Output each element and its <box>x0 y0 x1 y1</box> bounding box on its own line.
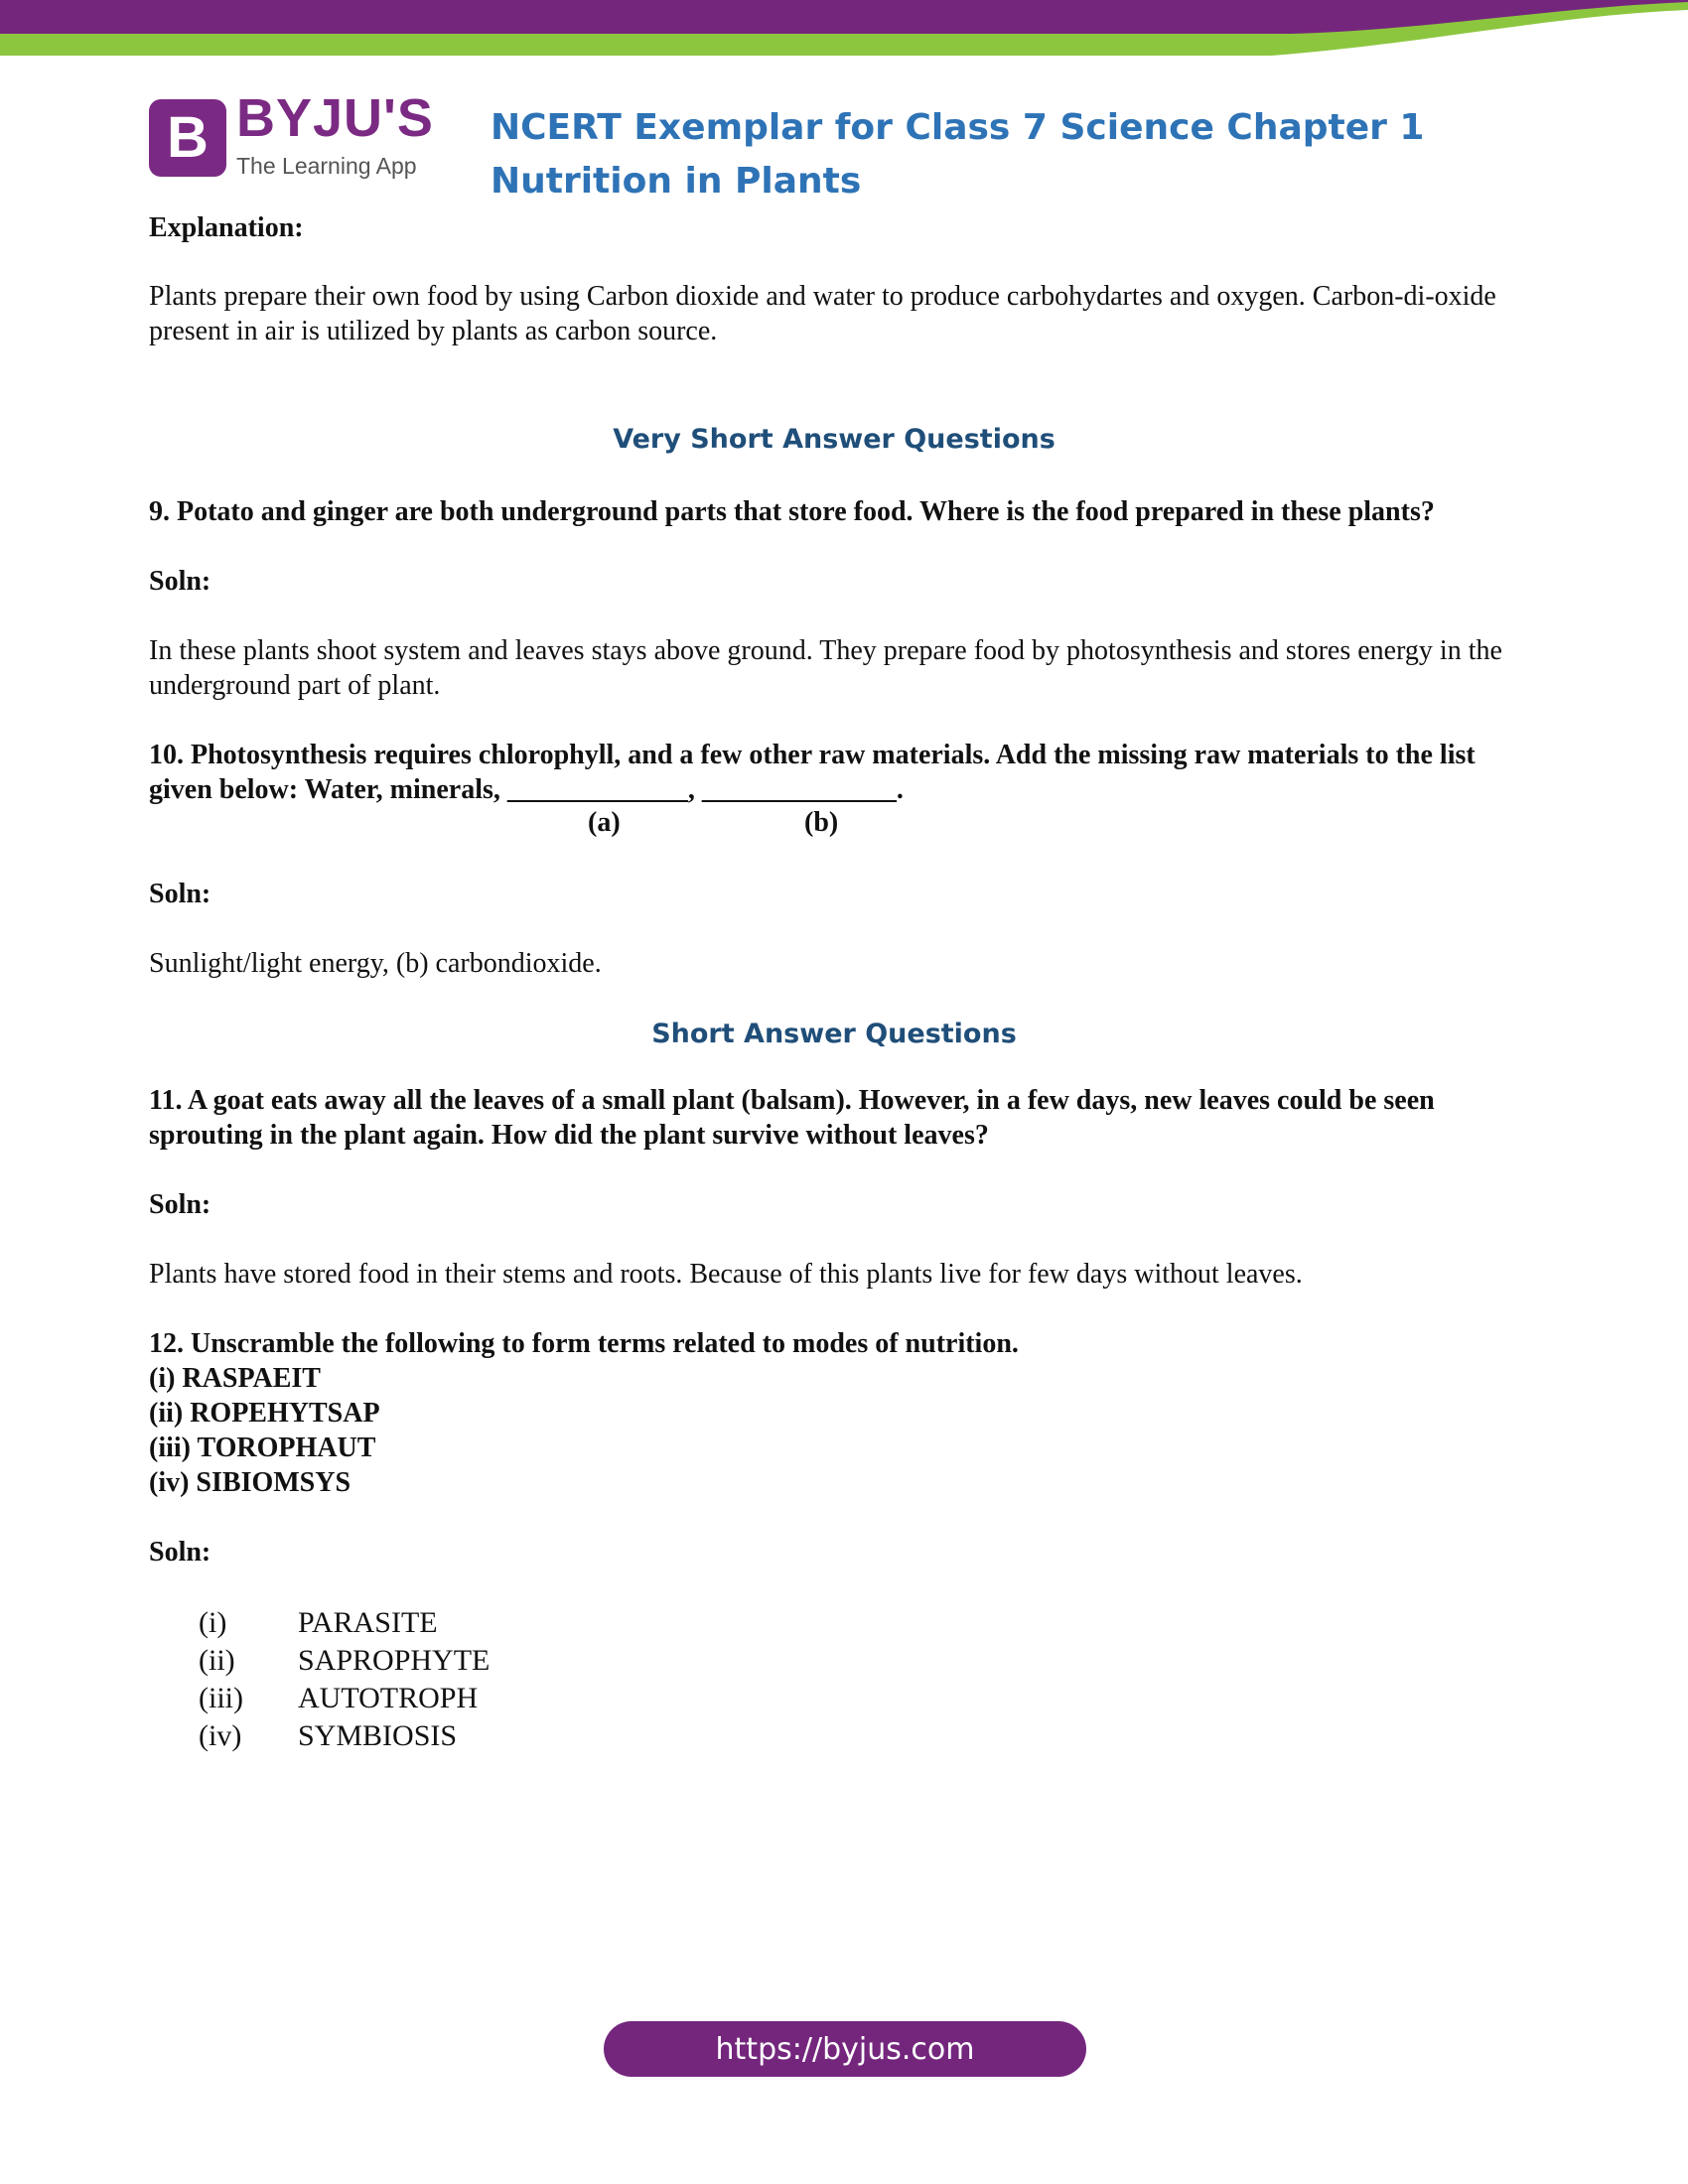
question-10: 10. Photosynthesis requires chlorophyll, and a few other raw materials. Add the missing raw materials to the list given below: Water, minerals, _____________, ______________. <box>149 740 1476 805</box>
list-item-number: (i) <box>199 1606 227 1639</box>
explanation-text: Plants prepare their own food by using Carbon dioxide and water to produce carbohydartes and oxygen. Carbon-di-oxide present in air is utilized by plants as carbon source. <box>149 281 1496 346</box>
list-item-number: (iv) <box>199 1719 242 1752</box>
question-12: 12. Unscramble the following to form terms related to modes of nutrition. <box>149 1328 1019 1359</box>
soln-label-11: Soln: <box>149 1189 211 1220</box>
list-item <box>149 1680 1519 1717</box>
blank-label-a: (a) <box>588 807 621 838</box>
logo-mark <box>149 99 226 177</box>
footer-url-button[interactable] <box>604 2021 1086 2077</box>
scramble-item-4: (iv) SIBIOMSYS <box>149 1467 352 1498</box>
page-title: NCERT Exemplar for Class 7 Science Chapter 1 Nutrition in Plants <box>491 107 1425 202</box>
answer-11: Plants have stored food in their stems and roots. Because of this plants live for few days without leaves. <box>149 1259 1303 1290</box>
question-11: 11. A goat eats away all the leaves of a small plant (balsam). However, in a few days, new leaves could be seen sprouting in the plant again. How did the plant survive without leaves? <box>149 1085 1435 1151</box>
list-item-term: SYMBIOSIS <box>298 1719 458 1752</box>
question-9: 9. Potato and ginger are both underground parts that store food. Where is the food prepared in these plants? <box>149 496 1435 527</box>
section-heading-very-short: Very Short Answer Questions <box>613 424 1055 455</box>
list-item <box>149 1642 1519 1680</box>
list-item-term: SAPROPHYTE <box>298 1644 491 1677</box>
footer-url-text[interactable]: https://byjus.com <box>715 2031 975 2067</box>
section-heading-short: Short Answer Questions <box>651 1019 1017 1049</box>
soln-label-9: Soln: <box>149 566 211 597</box>
document-body <box>149 210 1519 1755</box>
top-header-band <box>0 0 1688 60</box>
answer-10: Sunlight/light energy, (b) carbondioxide. <box>149 948 602 979</box>
list-item-term: PARASITE <box>298 1606 438 1639</box>
byjus-logo <box>149 88 437 181</box>
list-item-number: (ii) <box>199 1644 235 1677</box>
scramble-item-3: (iii) TOROPHAUT <box>149 1433 376 1463</box>
blank-labels <box>149 807 1519 842</box>
logo-wordmark: BYJU'S <box>236 88 434 148</box>
logo-tagline: The Learning App <box>236 153 417 179</box>
answer-list-12 <box>149 1604 1519 1755</box>
answer-9: In these plants shoot system and leaves stays above ground. They prepare food by photosynthesis and stores energy in the underground part of plant. <box>149 635 1502 701</box>
soln-label-10: Soln: <box>149 879 211 909</box>
list-item <box>149 1604 1519 1642</box>
soln-label-12: Soln: <box>149 1537 211 1568</box>
scramble-item-2: (ii) ROPEHYTSAP <box>149 1398 380 1429</box>
list-item-term: AUTOTROPH <box>298 1682 479 1714</box>
blank-label-b: (b) <box>804 807 839 838</box>
explanation-heading: Explanation: <box>149 212 304 243</box>
list-item <box>149 1717 1519 1755</box>
list-item-number: (iii) <box>199 1682 243 1714</box>
logo-letter: B <box>167 105 209 170</box>
scramble-item-1: (i) RASPAEIT <box>149 1363 321 1394</box>
